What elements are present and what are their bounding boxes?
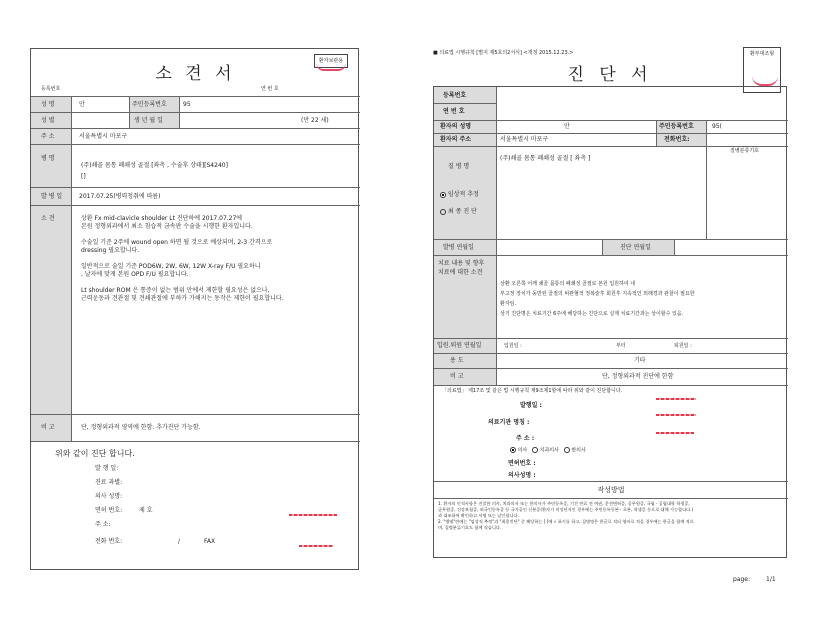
- phone-separator: /: [178, 538, 181, 545]
- onset-value: 2017.07.25(병력청취에 따름): [79, 193, 161, 200]
- onset-label: 발 병 일: [41, 193, 63, 200]
- name-label: 성 명: [41, 101, 55, 108]
- address-label: 주 소 :: [516, 435, 535, 442]
- name-value: 안: [79, 101, 85, 108]
- label-column-shade: [31, 96, 71, 441]
- patient-copy-stamp: 환자보관용: [314, 54, 348, 68]
- reg-no-label: 등록번호: [443, 92, 467, 99]
- final-radio[interactable]: [440, 209, 446, 215]
- rrn-label: 주민등록번호: [659, 123, 694, 130]
- copy-stamp: 환부대조형: [743, 47, 781, 93]
- page-value: 1/1: [766, 576, 776, 583]
- rrn-value: 95(: [712, 123, 722, 130]
- doctor-name-label: 의사 성명:: [95, 493, 123, 500]
- age-value: (만 22 세): [301, 117, 329, 124]
- treatment-label: 치료 내용 및 향후: [438, 260, 485, 267]
- address-label: 주 소:: [95, 521, 111, 528]
- onset-label: 발병 연월일: [443, 244, 474, 251]
- clinical-option[interactable]: 임상적 추정: [440, 191, 479, 198]
- issue-date-label: 발 행 일:: [95, 465, 119, 472]
- remark-label: 비 고: [450, 373, 464, 380]
- redaction-mark: [299, 545, 333, 547]
- dentist-radio[interactable]: [532, 447, 538, 453]
- license-label: 면허번호 :: [508, 460, 536, 467]
- opinion-text: 상환 Fx mid-clavicle shoulder Lt 진단하에 2017.07.27에 본원 정형외과에서 최소 침습적 금속판 수술을 시행한 환자입니다. 수술일 기준 2주에 wound open 하면 될 것으로 예상되며, 2-3 간격으로 dressing 필요합니다. 일반적으로 술일 기준 POD6W, 2W, 6W, 12W X-ray F/U 필요하니 , 날자에 맞게 본원 OPD F/U 필요합니다. Lt shoulder ROM 은 통증이 없는 범위 안에서 제한할 필요성은 없으나, 근력운동과 견관절 및 견쇄관절에 부하가 가해지는 동작은 제한이 필요합니다.: [81, 215, 284, 302]
- page-label: page:: [733, 576, 751, 583]
- opinion-title: 소 견 서: [155, 64, 236, 84]
- purpose-value: 기타: [634, 357, 646, 364]
- remark-value: 단, 정형외과적 영역에 한함. 추가진단 가능함.: [81, 424, 201, 431]
- disease-value: (주)쇄골 몸통 폐쇄성 골절 [ 좌측 ]: [500, 155, 591, 162]
- rrn-label: 주민등록번호: [132, 101, 167, 108]
- final-option[interactable]: 최 종 진 단: [440, 208, 477, 215]
- addr-label: 주 소: [41, 133, 55, 140]
- method-title: 작성방법: [597, 486, 625, 494]
- patient-addr-value: 서울특별시 마포구: [500, 136, 549, 143]
- addr-value: 서울특별시 마포구: [79, 133, 128, 140]
- patient-name-label: 환자의 성명: [440, 123, 472, 130]
- doctor-name-label: 의사성명 :: [508, 472, 536, 479]
- license-type-options: 의사 치과의사 한의사: [510, 447, 586, 454]
- disease-value: (주)쇄골 몸통 폐쇄성 골절 [좌측 , 수술후 상태][S4240]: [81, 162, 228, 169]
- redaction-mark: [656, 432, 694, 434]
- purpose-label: 용 도: [450, 357, 464, 364]
- kcd-label: 질병분류기호: [730, 148, 759, 154]
- serial-label: 연 번 호: [443, 108, 465, 115]
- opinion-document: [30, 48, 359, 570]
- doctor-radio[interactable]: [510, 447, 516, 453]
- admit-label: 입원.퇴원 연월일: [437, 342, 482, 349]
- form-header: ■ 의료법 시행규칙 [별지 제5호의2서식] <개정 2015.12.23.>: [433, 50, 574, 56]
- disease-label: 질 병 명: [448, 163, 470, 170]
- disease-label: 병 명: [41, 155, 55, 162]
- license-value: 제 호: [139, 507, 153, 514]
- dob-label: 생 년 월 일: [134, 117, 163, 124]
- admit-separator: 부터: [616, 343, 626, 349]
- clinical-radio[interactable]: [440, 192, 446, 198]
- treatment-text: 상환 오른쪽 어깨 쇄골 몸통의 폐쇄성 골절로 본원 입원하여 내 부고정 장치가 동반된 골절의 비관혈적 정복술후 회원후 지속적인 외래경과 관찰이 필요한 환자임. 상기 진단명은 치료기간 6주에 해당하는 진단으로 실제 치료기간과는 상이할수 있음.: [500, 281, 695, 317]
- statement: 위와 같이 진단 합니다.: [55, 449, 135, 458]
- opinion-label: 소 견: [41, 215, 55, 222]
- patient-name-value: 안: [564, 123, 570, 130]
- remark-value: 단, 정형외과적 진단에 한함: [602, 373, 674, 380]
- redaction-mark: [289, 514, 337, 516]
- discharge-value: 퇴원일 :: [674, 343, 692, 349]
- rrn-value: 95: [183, 101, 191, 108]
- diag-date-label: 진단 연월일: [620, 244, 651, 251]
- disease-bracket: []: [81, 173, 86, 180]
- issue-date-label: 발행일 :: [520, 402, 542, 409]
- institution-label: 의료기관 명칭 :: [488, 419, 530, 426]
- redaction-mark: [656, 398, 696, 400]
- law-text: 「의료법」 제17조 및 같은 법 시행규칙 제9조제1항에 따라 위와 같이 진단합니다.: [442, 388, 623, 394]
- fax-label: FAX: [204, 538, 216, 545]
- redaction-mark: [656, 414, 696, 416]
- oriental-radio[interactable]: [564, 447, 570, 453]
- phone-label: 전화 번호:: [95, 538, 123, 545]
- remark-label: 비 고: [41, 424, 55, 431]
- method-text: 1. 환자의 인적사항은 진찰한 의사, 치과의사 또는 한의사가 주민등록증, 기간 만료 전 여권, 운전면허증, 공무원증, 국립ㆍ공립대학 학생증, 군무원증, 건강보험증, 외국인등록증 등 국가공인 신분증(환자가 미성년자인 경우에는 주민등록등본ㆍ초본, 학생증 등으로 대체 가능합니다.) 과 대조하여 확인하고 서명 또는 날인합니다. 2. "병명"란에는 "임상적 추정"과 "최종진단" 중 해당하는 [ ]에 √ 표시를 하고, 질병명은 한글로 적되 영어로 적을 경우에는 한글을 함께 적으 며, 질병분류기호도 함께 적습니다.: [438, 501, 694, 530]
- phone-label: 전화번호:: [664, 136, 690, 143]
- reg-no-label: 등록번호: [41, 86, 61, 92]
- sex-label: 성 별: [41, 117, 55, 124]
- department-label: 진료 과별:: [95, 479, 123, 486]
- patient-addr-label: 환자의 주소: [440, 136, 472, 143]
- diagnosis-title: 진 단 서: [567, 65, 653, 85]
- license-label: 면허 번호:: [95, 507, 123, 514]
- serial-label: 연 번 호: [261, 86, 279, 92]
- diagnosis-document: [433, 86, 787, 558]
- admit-value: 입원일 :: [504, 343, 522, 349]
- treatment-label-2: 치료에 대한 소견: [438, 269, 483, 276]
